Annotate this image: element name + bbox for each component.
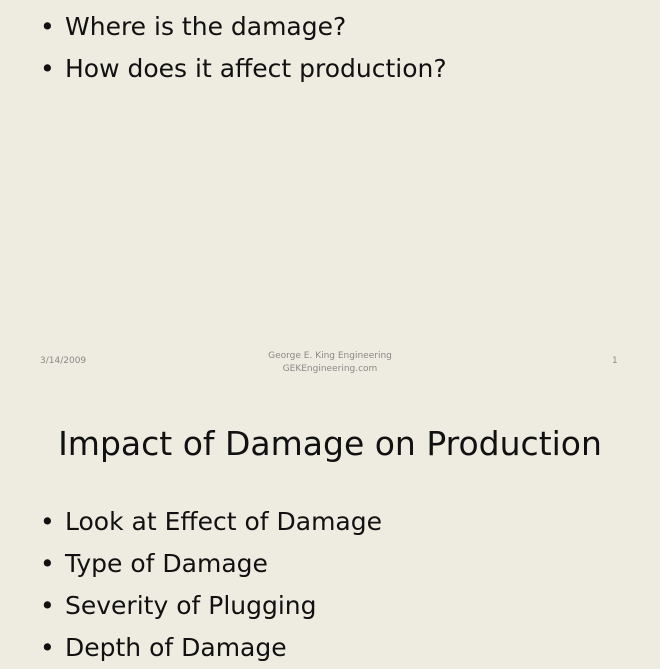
bullet-dot-icon: •: [40, 591, 55, 620]
footer-page-number: 1: [612, 356, 618, 366]
bullet-text: Depth of Damage: [65, 633, 287, 662]
footer-credit: [0, 350, 660, 376]
bullet-dot-icon: •: [40, 549, 55, 578]
footer-company: George E. King Engineering: [268, 351, 392, 361]
bullet-text: Look at Effect of Damage: [65, 507, 383, 536]
bullet-item: [40, 6, 447, 48]
footer-date: 3/14/2009: [40, 356, 87, 366]
bullet-item: [40, 501, 382, 543]
bullet-item: [40, 543, 382, 585]
slide1-bullet-list: [40, 6, 447, 90]
bullet-text: Type of Damage: [65, 549, 268, 578]
bullet-dot-icon: •: [40, 507, 55, 536]
bullet-item: [40, 585, 382, 627]
bullet-text: How does it affect production?: [65, 54, 447, 83]
bullet-text: Severity of Plugging: [65, 591, 317, 620]
bullet-dot-icon: •: [40, 12, 55, 41]
bullet-item: [40, 48, 447, 90]
bullet-text: Where is the damage?: [65, 12, 347, 41]
bullet-dot-icon: •: [40, 633, 55, 662]
slide2-bullet-list: [40, 501, 382, 669]
footer-website: GEKEngineering.com: [282, 364, 378, 374]
slide-title: Impact of Damage on Production: [58, 424, 602, 463]
bullet-item: [40, 627, 382, 669]
bullet-dot-icon: •: [40, 54, 55, 83]
